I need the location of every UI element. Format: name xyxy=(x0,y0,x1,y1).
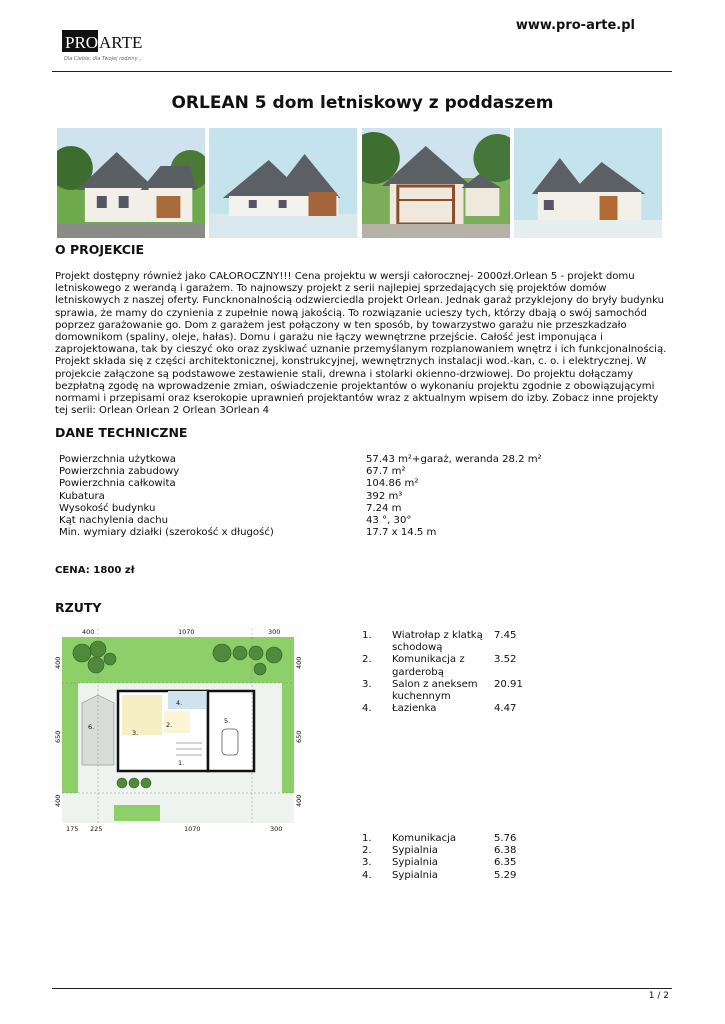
section-heading-about: O PROJEKCIE xyxy=(55,242,145,257)
list-item xyxy=(362,630,523,654)
room-label: 2. xyxy=(166,721,173,729)
room-area: 6.38 xyxy=(494,845,517,857)
tech-row xyxy=(59,527,542,539)
room-area: 4.47 xyxy=(494,703,517,715)
list-item xyxy=(362,703,523,715)
house-render-garage[interactable] xyxy=(514,128,662,238)
tech-value: 67.7 m² xyxy=(366,466,406,478)
page-number: 1 / 2 xyxy=(648,991,669,1001)
room-area: 20.91 xyxy=(494,678,523,690)
room-list-ground xyxy=(362,630,523,715)
list-item xyxy=(362,845,516,857)
tech-value: 43 °, 30° xyxy=(366,515,412,527)
room-name: Wiatrołap z klatką schodową xyxy=(392,630,483,654)
dimension-label: 400 xyxy=(82,628,95,636)
tech-value: 57.43 m²+garaż, weranda 28.2 m² xyxy=(366,454,542,465)
room-list-attic xyxy=(362,833,516,882)
dimension-label: 400 xyxy=(54,794,62,807)
list-item xyxy=(362,679,523,703)
list-item xyxy=(362,654,523,678)
tech-row xyxy=(59,478,542,490)
room-number: 1. xyxy=(362,833,372,844)
header-divider xyxy=(52,71,672,72)
dimension-label: 650 xyxy=(295,730,303,743)
room-area: 3.52 xyxy=(494,654,517,666)
project-description: Projekt dostępny również jako CAŁOROCZNY!!! Cena projektu w wersji całorocznej- 2000zł.Orlean 5 - projekt domu letniskowego z werandą i garażem. To najnowszy projekt z serii najlepiej sprzedających się projektów domów letniskowych z naszej oferty. Funcknonalnością odzwierciedla projekt Orlean. Jednak garaż przyklejony do bryły budynku sprawia, że mamy do czynienia z zupełnie nową jakością. To rozwiązanie ucieszy tych, którzy dbają o swój samochód poprzez garażowanie go. Dom z garażem jest połączony w ten sposób, by towarzystwo garażu nie przeszkadzało domownikom (spaliny, oleje, hałas). Domu i garażu nie łączy wewnętrzne przejście. Całość jest imponująca i zaprojektowana, tak by cieszyć oko oraz zyskiwać uznanie przemyślanym rozplanowaniem wnętrz i ich funkcjonalnością. Projekt składa się z części architektonicznej, konstrukcyjnej, wewnętrznych instalacji wod.-kan, c. o. i elektrycznej. W projekcie załączone są podstawowe zestawienie stali, drewna i stolarki okienno-drzwiowej. Do projektu dołączamy bezpłatną zgodę na wprowadzenie zmian, oświadczenie projektantów o wykonaniu projektu zgodnie z obowiązującymi normami i przepisami oraz kserokopie uprawnień projektantów wraz z aktualnym wpisem do izby. Zobacz inne projekty tej serii: Orlean Orlean 2 Orlean 3Orlean 4 xyxy=(55,271,667,417)
dimension-label: 300 xyxy=(270,825,283,833)
room-name: Sypialnia xyxy=(392,845,438,857)
dimension-label: 300 xyxy=(268,628,281,636)
house-render-veranda[interactable] xyxy=(362,128,510,238)
list-item xyxy=(362,870,516,882)
footer-divider xyxy=(52,988,672,989)
room-label: 5. xyxy=(224,717,231,725)
proarte-logo-icon xyxy=(62,26,152,56)
dimension-label: 175 xyxy=(66,825,79,833)
tech-value: 7.24 m xyxy=(366,502,402,514)
dimension-label: 225 xyxy=(90,825,103,833)
logo-text-arte: ARTE xyxy=(99,33,143,52)
tech-row xyxy=(59,454,542,466)
room-name: Salon z aneksem kuchennym xyxy=(392,678,478,703)
tech-label: Kąt nachylenia dachu xyxy=(59,515,169,527)
room-name: Łazienka xyxy=(392,703,437,715)
logo-tagline: Dla Ciebie, dla Twojej rodziny... xyxy=(64,56,142,62)
room-number: 3. xyxy=(362,678,372,690)
room-number: 2. xyxy=(362,654,372,666)
room-number: 4. xyxy=(362,869,372,881)
room-label: 4. xyxy=(176,699,183,707)
tech-label: Wysokość budynku xyxy=(59,502,156,514)
tech-row xyxy=(59,503,542,515)
tech-label: Powierzchnia zabudowy xyxy=(59,466,180,478)
photo-gallery xyxy=(57,128,662,238)
room-label: 3. xyxy=(132,729,139,737)
dimension-label: 650 xyxy=(54,730,62,743)
room-label: 6. xyxy=(88,723,95,731)
price: CENA: 1800 zł xyxy=(55,565,135,576)
tech-label: Min. wymiary działki (szerokość x długość) xyxy=(59,527,274,539)
dimension-label: 400 xyxy=(295,656,303,669)
room-name: Sypialnia xyxy=(392,857,438,869)
tech-row xyxy=(59,466,542,478)
tech-label: Kubatura xyxy=(59,490,105,502)
section-heading-plans: RZUTY xyxy=(55,600,102,615)
logo-text-pro: PRO xyxy=(65,33,99,52)
room-area: 6.35 xyxy=(494,857,517,869)
room-number: 4. xyxy=(362,703,372,715)
list-item xyxy=(362,857,516,869)
page-title: ORLEAN 5 dom letniskowy z poddaszem xyxy=(171,93,554,113)
room-area: 5.29 xyxy=(494,869,517,881)
tech-value: 104.86 m² xyxy=(366,478,419,490)
room-number: 3. xyxy=(362,857,372,869)
tech-row xyxy=(59,515,542,527)
dimension-label: 1070 xyxy=(178,628,195,636)
room-area: 5.76 xyxy=(494,833,517,844)
tech-row xyxy=(59,491,542,503)
house-render-front[interactable] xyxy=(57,128,205,238)
tech-table xyxy=(59,454,542,539)
tech-label: Powierzchnia całkowita xyxy=(59,478,176,490)
section-heading-tech: DANE TECHNICZNE xyxy=(55,425,188,440)
dimension-label: 400 xyxy=(295,794,303,807)
room-area: 7.45 xyxy=(494,630,517,641)
room-name: Komunikacja z garderobą xyxy=(392,654,465,678)
room-name: Komunikacja xyxy=(392,833,457,844)
dimension-label: 1070 xyxy=(184,825,201,833)
site-url[interactable]: www.pro-arte.pl xyxy=(515,18,635,33)
room-name: Sypialnia xyxy=(392,869,438,881)
tech-value: 17.7 x 14.5 m xyxy=(366,527,437,539)
house-render-side[interactable] xyxy=(209,128,357,238)
tech-label: Powierzchnia użytkowa xyxy=(59,454,176,465)
floor-plan[interactable] xyxy=(52,625,308,835)
room-label: 1. xyxy=(178,759,185,767)
tech-value: 392 m³ xyxy=(366,490,403,502)
dimension-label: 400 xyxy=(54,656,62,669)
room-number: 2. xyxy=(362,845,372,857)
list-item xyxy=(362,833,516,845)
room-number: 1. xyxy=(362,630,372,641)
